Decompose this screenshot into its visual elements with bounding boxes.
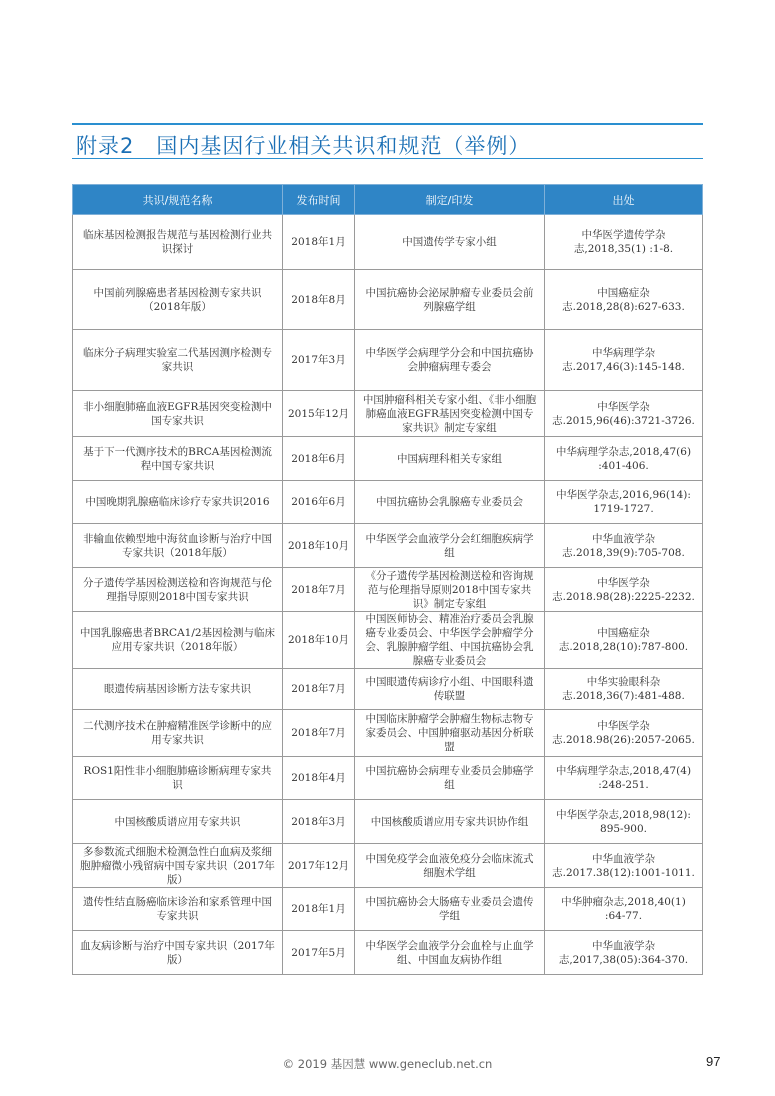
cell-date: 2017年12月 [283,844,355,888]
cell-source: 中华医学杂志.2018.98(28):2225-2232. [545,568,703,612]
cell-issuer: 中国肿瘤科相关专家小组、《非小细胞肺癌血液EGFR基因突变检测中国专家共识》制定专家组 [355,391,545,437]
cell-source: 中华血液学杂志.2017.38(12):1001-1011. [545,844,703,888]
header-source: 出处 [545,185,703,215]
cell-source: 中华病理学杂志.2017,46(3):145-148. [545,330,703,391]
cell-date: 2017年5月 [283,931,355,975]
cell-date: 2018年1月 [283,888,355,931]
cell-issuer: 中国免疫学会血液免疫分会临床流式细胞术学组 [355,844,545,888]
cell-name: 分子遗传学基因检测送检和咨询规范与伦理指导原则2018中国专家共识 [73,568,283,612]
cell-name: 基于下一代测序技术的BRCA基因检测流程中国专家共识 [73,437,283,481]
cell-issuer: 中国遗传学专家小组 [355,215,545,270]
cell-name: 中国前列腺癌患者基因检测专家共识（2018年版） [73,270,283,330]
header-name: 共识/规范名称 [73,185,283,215]
cell-name: 二代测序技术在肿瘤精准医学诊断中的应用专家共识 [73,710,283,757]
cell-date: 2017年3月 [283,330,355,391]
cell-issuer: 中国医师协会、精准治疗委员会乳腺癌专业委员会、中华医学会肿瘤学分会、乳腺肿瘤学组、中国抗癌协会乳腺癌专业委员会 [355,612,545,669]
cell-name: 临床基因检测报告规范与基因检测行业共识探讨 [73,215,283,270]
cell-issuer: 中华医学会血液学分会血栓与止血学组、中国血友病协作组 [355,931,545,975]
cell-source: 中华血液学杂志.2018,39(9):705-708. [545,524,703,568]
table-row [73,931,703,975]
cell-name: 遗传性结直肠癌临床诊治和家系管理中国专家共识 [73,888,283,931]
page-number: 97 [706,1054,721,1069]
cell-source: 中国癌症杂志.2018,28(10):787-800. [545,612,703,669]
cell-issuer: 中华医学会病理学分会和中国抗癌协会肿瘤病理专委会 [355,330,545,391]
cell-source: 中华实验眼科杂志.2018,36(7):481-488. [545,669,703,710]
title-rule-bottom [72,158,703,159]
table-row [73,270,703,330]
cell-source: 中华医学杂志.2018.98(26):2057-2065. [545,710,703,757]
cell-date: 2016年6月 [283,481,355,524]
cell-issuer: 中国临床肿瘤学会肿瘤生物标志物专家委员会、中国肿瘤驱动基因分析联盟 [355,710,545,757]
cell-issuer: 中国抗癌协会乳腺癌专业委员会 [355,481,545,524]
cell-issuer: 中国抗癌协会大肠癌专业委员会遗传学组 [355,888,545,931]
cell-issuer: 《分子遗传学基因检测送检和咨询规范与伦理指导原则2018中国专家共识》制定专家组 [355,568,545,612]
header-date: 发布时间 [283,185,355,215]
cell-issuer: 中国眼遗传病诊疗小组、中国眼科遗传联盟 [355,669,545,710]
cell-date: 2018年7月 [283,568,355,612]
cell-source: 中华病理学杂志,2018,47(4) :248-251. [545,757,703,800]
section-title: 附录2 国内基因行业相关共识和规范（举例） [76,134,531,158]
cell-source: 中华医学杂志.2015,96(46):3721-3726. [545,391,703,437]
table-row [73,800,703,844]
cell-source: 中华血液学杂志,2017,38(05):364-370. [545,931,703,975]
table-header-row [73,185,703,215]
cell-name: 临床分子病理实验室二代基因测序检测专家共识 [73,330,283,391]
cell-issuer: 中国核酸质谱应用专家共识协作组 [355,800,545,844]
cell-issuer: 中国抗癌协会泌尿肿瘤专业委员会前列腺癌学组 [355,270,545,330]
table-row [73,330,703,391]
table-row [73,437,703,481]
table-row [73,710,703,757]
cell-name: 中国核酸质谱应用专家共识 [73,800,283,844]
cell-date: 2015年12月 [283,391,355,437]
table-row [73,888,703,931]
cell-date: 2018年4月 [283,757,355,800]
cell-source: 中华医学杂志,2018,98(12): 895-900. [545,800,703,844]
cell-name: ROS1阳性非小细胞肺癌诊断病理专家共识 [73,757,283,800]
table-row [73,524,703,568]
cell-date: 2018年1月 [283,215,355,270]
cell-issuer: 中国抗癌协会病理专业委员会肺癌学组 [355,757,545,800]
header-issuer: 制定/印发 [355,185,545,215]
cell-source: 中华医学遗传学杂志,2018,35(1) :1-8. [545,215,703,270]
title-rule-top [72,123,703,125]
table-row [73,669,703,710]
table-row [73,481,703,524]
cell-name: 眼遗传病基因诊断方法专家共识 [73,669,283,710]
table-row [73,844,703,888]
cell-date: 2018年8月 [283,270,355,330]
table-row [73,612,703,669]
cell-name: 非小细胞肺癌血液EGFR基因突变检测中国专家共识 [73,391,283,437]
cell-date: 2018年7月 [283,669,355,710]
cell-name: 血友病诊断与治疗中国专家共识（2017年版） [73,931,283,975]
cell-source: 中华医学杂志,2016,96(14): 1719-1727. [545,481,703,524]
cell-name: 中国晚期乳腺癌临床诊疗专家共识2016 [73,481,283,524]
footer-copyright: © 2019 基因慧 www.geneclub.net.cn [282,1057,493,1071]
cell-source: 中华肿瘤杂志,2018,40(1) :64-77. [545,888,703,931]
cell-issuer: 中华医学会血液学分会红细胞疾病学组 [355,524,545,568]
cell-name: 非输血依赖型地中海贫血诊断与治疗中国专家共识（2018年版） [73,524,283,568]
cell-date: 2018年3月 [283,800,355,844]
cell-date: 2018年10月 [283,524,355,568]
table-row [73,757,703,800]
cell-date: 2018年6月 [283,437,355,481]
cell-date: 2018年10月 [283,612,355,669]
cell-name: 多参数流式细胞术检测急性白血病及浆细胞肿瘤微小残留病中国专家共识（2017年版） [73,844,283,888]
cell-issuer: 中国病理科相关专家组 [355,437,545,481]
consensus-table [72,184,703,975]
table-row [73,215,703,270]
table-row [73,568,703,612]
table-row [73,391,703,437]
cell-source: 中华病理学杂志,2018,47(6) :401-406. [545,437,703,481]
cell-source: 中国癌症杂志.2018,28(8):627-633. [545,270,703,330]
cell-name: 中国乳腺癌患者BRCA1/2基因检测与临床应用专家共识（2018年版） [73,612,283,669]
cell-date: 2018年7月 [283,710,355,757]
